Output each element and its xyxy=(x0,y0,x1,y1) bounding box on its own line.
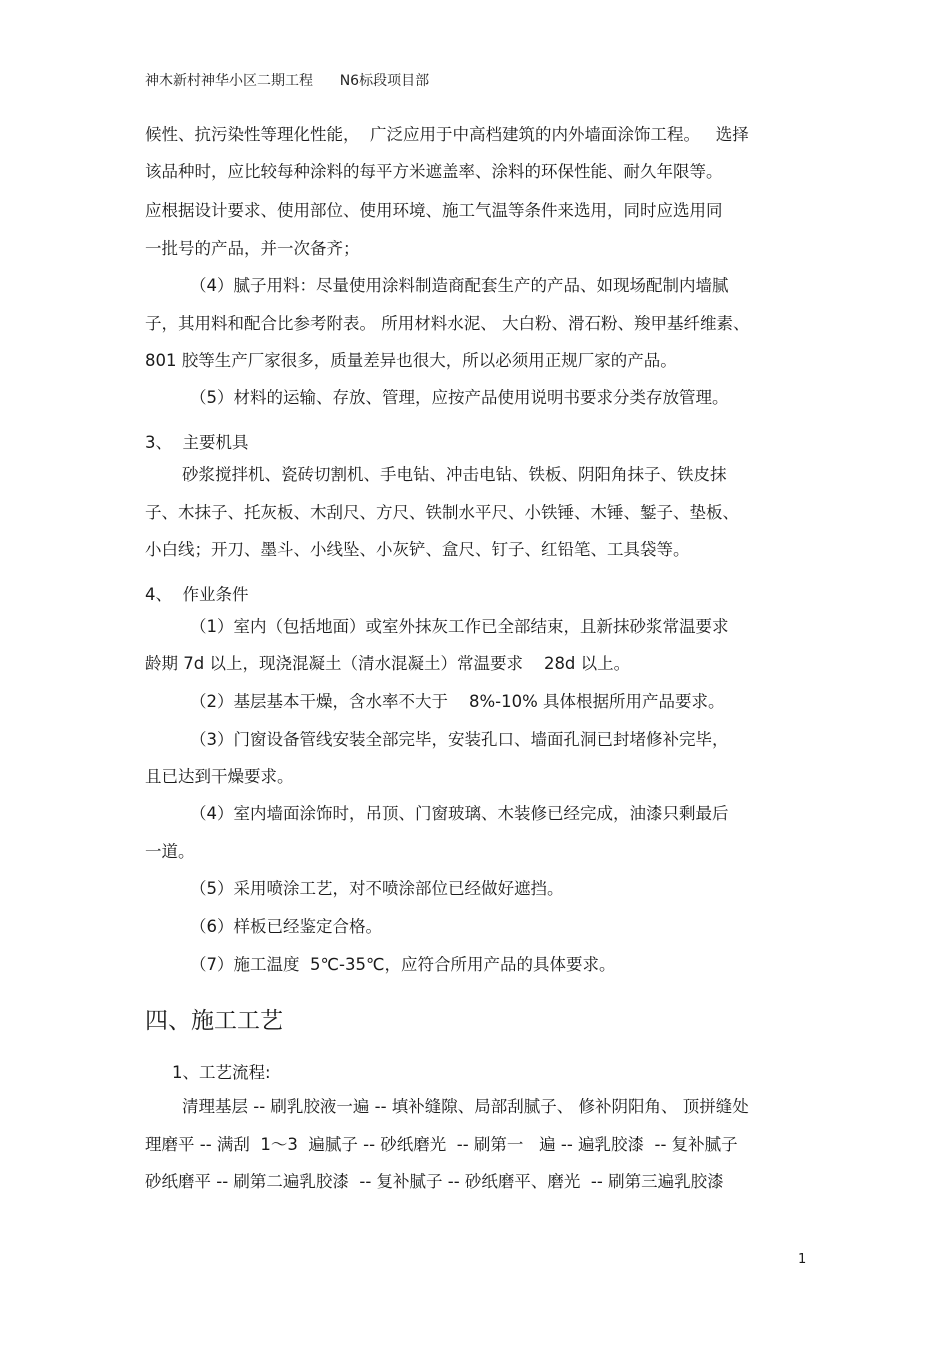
page-header: 神木新村神华小区二期工程 N6标段项目部 xyxy=(145,73,430,89)
text-line: 一批号的产品，并一次备齐； xyxy=(145,239,360,258)
text-line: 子、木抹子、托灰板、木刮尺、方尺、铁制水平尺、小铁锤、木锤、錾子、垫板、 xyxy=(145,503,739,522)
text-line: 砂浆搅拌机、瓷砖切割机、手电钻、冲击电钻、铁板、阴阳角抹子、铁皮抹 xyxy=(182,465,727,484)
text-line: （1）室内（包括地面）或室外抹灰工作已全部结束，且新抹砂浆常温要求 xyxy=(190,617,729,636)
text-line: 一道。 xyxy=(145,842,195,861)
text-line: 小白线；开刀、墨斗、小线坠、小灰铲、盒尺、钉子、红铅笔、工具袋等。 xyxy=(145,540,690,559)
subheading: 3、 主要机具 xyxy=(145,433,249,452)
text-line: 应根据设计要求、使用部位、使用环境、施工气温等条件来选用，同时应选用同 xyxy=(145,201,723,220)
text-line: 候性、抗污染性等理化性能， 广泛应用于中高档建筑的内外墙面涂饰工程。 选择 xyxy=(145,125,749,144)
subheading: 1、工艺流程: xyxy=(172,1063,271,1082)
text-line: （5）采用喷涂工艺，对不喷涂部位已经做好遮挡。 xyxy=(190,879,564,898)
text-line: （7）施工温度 5℃-35℃，应符合所用产品的具体要求。 xyxy=(190,955,616,974)
text-line: 砂纸磨平 -- 刷第二遍乳胶漆 -- 复补腻子 -- 砂纸磨平、磨光 -- 刷第三遍乳胶漆 xyxy=(145,1172,724,1191)
text-line: （6）样板已经鉴定合格。 xyxy=(190,917,382,936)
section-title: 四、施工工艺 xyxy=(145,1008,283,1034)
page-number: 1 xyxy=(798,1252,807,1267)
text-line: （5）材料的运输、存放、管理，应按产品使用说明书要求分类存放管理。 xyxy=(190,388,729,407)
text-line: （4）室内墙面涂饰时，吊顶、门窗玻璃、木装修已经完成，油漆只剩最后 xyxy=(190,804,729,823)
text-line: 龄期 7d 以上，现浇混凝土（清水混凝土）常温要求 28d 以上。 xyxy=(145,654,631,673)
text-line: 且已达到干燥要求。 xyxy=(145,767,294,786)
text-line: 801 胶等生产厂家很多，质量差异也很大，所以必须用正规厂家的产品。 xyxy=(145,351,677,370)
subheading: 4、 作业条件 xyxy=(145,585,249,604)
text-line: （2）基层基本干燥，含水率不大于 8%-10% 具体根据所用产品要求。 xyxy=(190,692,725,711)
text-line: 该品种时，应比较每种涂料的每平方米遮盖率、涂料的环保性能、耐久年限等。 xyxy=(145,162,723,181)
text-line: （4）腻子用料：尽量使用涂料制造商配套生产的产品、如现场配制内墙腻 xyxy=(190,276,729,295)
text-line: 子，其用料和配合比参考附表。 所用材料水泥、 大白粉、滑石粉、羧甲基纤维素、 xyxy=(145,314,750,333)
text-line: 理磨平 -- 满刮 1～3 遍腻子 -- 砂纸磨光 -- 刷第一 遍 -- 遍乳胶漆 -- 复补腻子 xyxy=(145,1135,738,1154)
text-line: （3）门窗设备管线安装全部完毕，安装孔口、墙面孔洞已封堵修补完毕， xyxy=(190,730,729,749)
text-line: 清理基层 -- 刷乳胶液一遍 -- 填补缝隙、局部刮腻子、 修补阴阳角、 顶拼缝处 xyxy=(182,1097,749,1116)
